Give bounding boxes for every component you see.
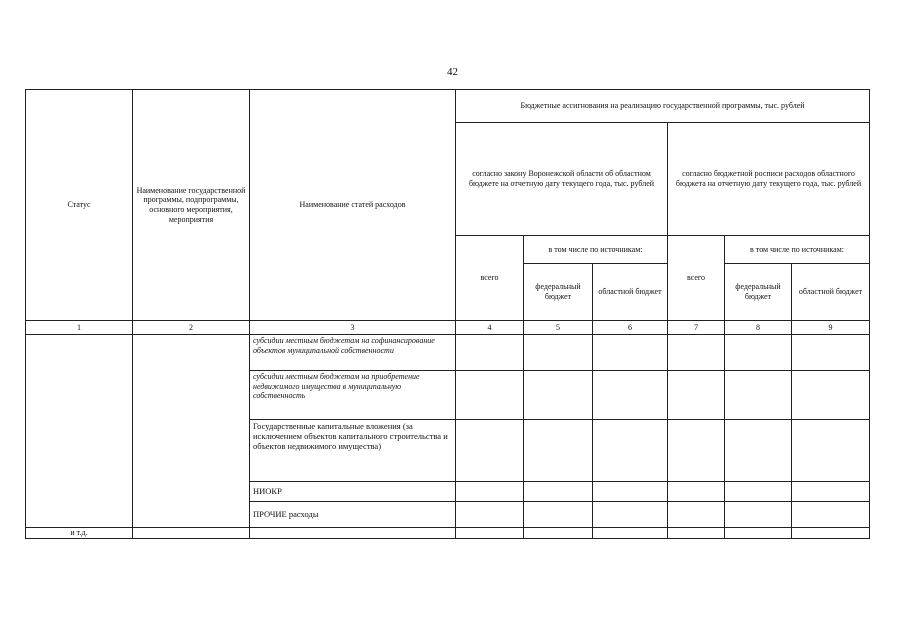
status-cell bbox=[26, 335, 133, 528]
value-cell bbox=[524, 502, 593, 528]
footer-cell bbox=[250, 528, 456, 539]
value-cell bbox=[725, 502, 792, 528]
header-schedule-group: согласно бюджетной росписи расходов областного бюджета на отчетную дату текущего года, тыс. рублей bbox=[668, 123, 870, 236]
footer-note: и т.д. bbox=[26, 528, 133, 539]
value-cell bbox=[593, 371, 668, 420]
page-number: 42 bbox=[447, 66, 458, 78]
expense-item-text: субсидии местным бюджетам на приобретение недвижимого имущества в муниципальную собственность bbox=[253, 372, 420, 401]
footer-cell bbox=[456, 528, 524, 539]
column-number: 4 bbox=[456, 321, 524, 335]
header-row-1 bbox=[26, 90, 870, 123]
footer-cell bbox=[593, 528, 668, 539]
header-law-regional: областной бюджет bbox=[593, 264, 668, 321]
column-numbers-row bbox=[26, 321, 870, 335]
header-status: Статус bbox=[26, 90, 133, 321]
column-number: 3 bbox=[250, 321, 456, 335]
table-row bbox=[26, 335, 870, 371]
header-schedule-regional: областной бюджет bbox=[792, 264, 870, 321]
value-cell bbox=[668, 335, 725, 371]
value-cell bbox=[456, 335, 524, 371]
value-cell bbox=[524, 335, 593, 371]
value-cell bbox=[593, 335, 668, 371]
column-number: 9 bbox=[792, 321, 870, 335]
header-schedule-federal: федеральный бюджет bbox=[725, 264, 792, 321]
expense-item-cell bbox=[250, 371, 456, 420]
footer-cell bbox=[524, 528, 593, 539]
value-cell bbox=[668, 502, 725, 528]
program-cell bbox=[133, 335, 250, 528]
value-cell bbox=[456, 371, 524, 420]
footer-cell bbox=[792, 528, 870, 539]
budget-report-table bbox=[25, 89, 870, 539]
footer-cell bbox=[725, 528, 792, 539]
header-law-total: всего bbox=[456, 236, 524, 321]
value-cell bbox=[456, 482, 524, 502]
header-schedule-including: в том числе по источникам: bbox=[725, 236, 870, 264]
header-budget-title: Бюджетные ассигнования на реализацию государственной программы, тыс. рублей bbox=[456, 90, 870, 123]
column-number: 5 bbox=[524, 321, 593, 335]
value-cell bbox=[725, 371, 792, 420]
column-number: 7 bbox=[668, 321, 725, 335]
header-law-federal: федеральный бюджет bbox=[524, 264, 593, 321]
value-cell bbox=[725, 420, 792, 482]
expense-item-cell: ПРОЧИЕ расходы bbox=[250, 502, 456, 528]
value-cell bbox=[792, 502, 870, 528]
value-cell bbox=[725, 482, 792, 502]
value-cell bbox=[792, 371, 870, 420]
expense-item-text: субсидии местным бюджетам на софинансирование объектов муниципальной собственности bbox=[253, 336, 435, 355]
value-cell bbox=[668, 371, 725, 420]
value-cell bbox=[524, 420, 593, 482]
value-cell bbox=[668, 420, 725, 482]
value-cell bbox=[456, 420, 524, 482]
value-cell bbox=[456, 502, 524, 528]
value-cell bbox=[792, 335, 870, 371]
header-program-name: Наименование государственной программы, подпрограммы, основного мероприятия, мероприятия bbox=[133, 90, 250, 321]
value-cell bbox=[593, 502, 668, 528]
footer-cell bbox=[133, 528, 250, 539]
value-cell bbox=[725, 335, 792, 371]
column-number: 6 bbox=[593, 321, 668, 335]
header-law-including: в том числе по источникам: bbox=[524, 236, 668, 264]
value-cell bbox=[792, 420, 870, 482]
header-expense-items: Наименование статей расходов bbox=[250, 90, 456, 321]
value-cell bbox=[593, 482, 668, 502]
value-cell bbox=[524, 482, 593, 502]
value-cell bbox=[668, 482, 725, 502]
expense-item-cell: НИОКР bbox=[250, 482, 456, 502]
expense-item-cell: Государственные капитальные вложения (за исключением объектов капитального строительства и объектов недвижимого имущества) bbox=[250, 420, 456, 482]
value-cell bbox=[593, 420, 668, 482]
column-number: 8 bbox=[725, 321, 792, 335]
footer-cell bbox=[668, 528, 725, 539]
column-number: 1 bbox=[26, 321, 133, 335]
header-schedule-total: всего bbox=[668, 236, 725, 321]
expense-item-cell bbox=[250, 335, 456, 371]
column-number: 2 bbox=[133, 321, 250, 335]
value-cell bbox=[792, 482, 870, 502]
header-law-group: согласно закону Воронежской области об областном бюджете на отчетную дату текущего года, тыс. рублей bbox=[456, 123, 668, 236]
footer-row bbox=[26, 528, 870, 539]
value-cell bbox=[524, 371, 593, 420]
